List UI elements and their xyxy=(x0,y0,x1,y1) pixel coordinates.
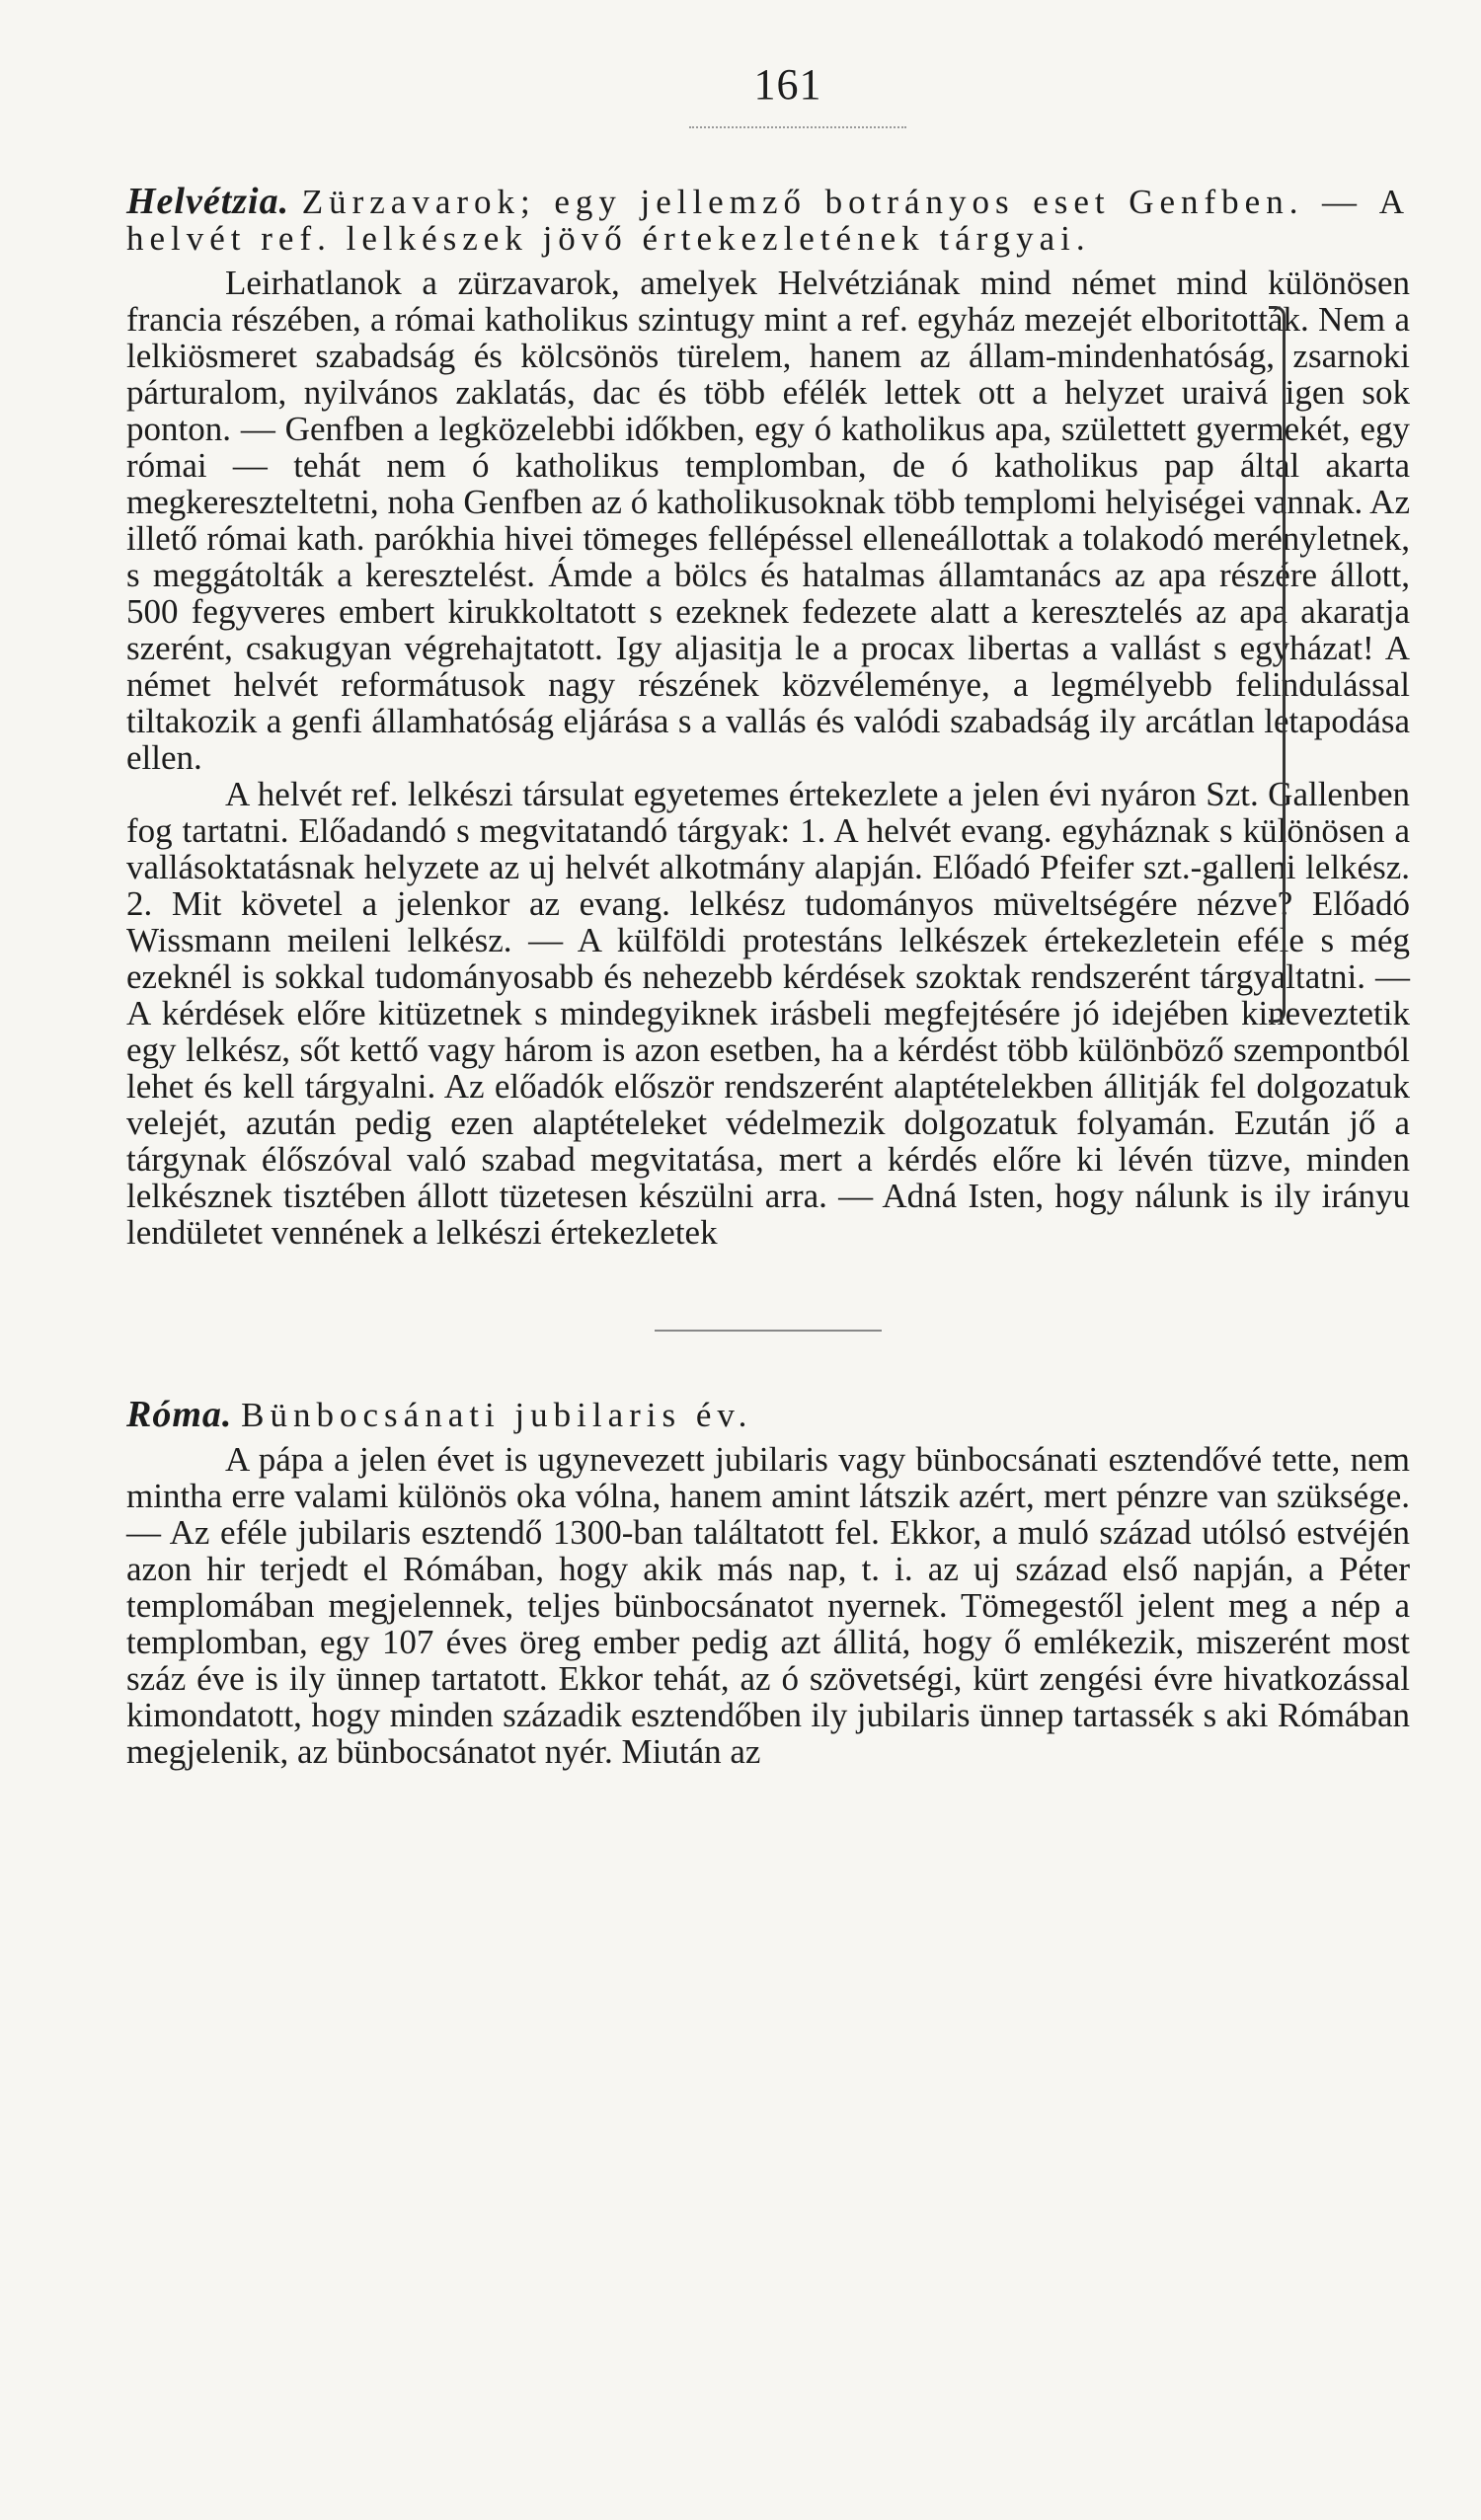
margin-bracket-mark xyxy=(1269,306,1286,1023)
section-roma xyxy=(126,1394,1410,1771)
paragraph: Leirhatlanok a zürzavarok, amelyek Helvétziának mind német mind különösen francia részében, a római katholikus szintugy mint a ref. egyház mezejét elboritották. Nem a lelkiösmeret szabadság és kölcsönös türelem, hanem az állam-mindenhatóság, zsarnoki párturalom, nyilvános zaklatás, dac és több efélék lettek ott a helyzet uraivá igen sok ponton. — Genfben a legközelebbi időkben, egy ó katholikus apa, születtett gyermekét, egy római — tehát nem ó katholikus templomban, de ó katholikus pap által akarta megkereszteltetni, noha Genfben az ó katholikusoknak több templomi helyiségei vannak. Az illető római kath. parókhia hivei tömeges fellépéssel elleneállottak a tolakodó merényletnek, s meggátolták a keresztelést. Ámde a bölcs és hatalmas államtanács az apa részére állott, 500 fegyveres embert kirukkoltatott s ezeknek fedezete alatt a keresztelés az apa akaratja szerént, csakugyan végrehajtatott. Igy aljasitja le a procax libertas a vallást s egyházat! A német helvét reformátusok nagy részének közvéleménye, a legmélyebb felindulással tiltakozik a genfi államhatóság eljárása s a vallás és valódi szabadság ily arcátlan letapodása ellen. xyxy=(126,264,1410,777)
section-helvetzia xyxy=(126,181,1411,1252)
paragraph: A pápa a jelen évet is ugynevezett jubilaris vagy bünbocsánati esztendővé tette, nem mintha erre valami különös oka vólna, hanem amint látszik azért, mert pénzre van szüksége. — Az eféle jubilaris esztendő 1300-ban találtatott fel. Ekkor, a muló század utólsó estvéjén azon hir terjedt el Rómában, hogy akik más nap, t. i. az uj század első napján, a Péter templomában megjelennek, teljes bünbocsánatot nyernek. Tömegestől jelent meg a nép a templomban, egy 107 éves öreg ember pedig azt állitá, hogy ő emlékezik, miszerént most száz éve is ily ünnep tartatott. Ekkor tehát, az ó szövetségi, kürt zengési évre hivatkozással kimondatott, hogy minden századik esztendőben ily jubilaris ünnep tartassék s aki Rómában megjelenik, az bünbocsánatot nyér. Miután az xyxy=(126,1440,1410,1771)
section-place: Helvétzia. xyxy=(126,181,290,222)
section-headline xyxy=(126,1394,1410,1435)
section-subject: Bünbocsánati jubilaris év. xyxy=(241,1396,753,1434)
section-place: Róma. xyxy=(126,1394,233,1435)
page-number: 161 xyxy=(753,60,822,109)
section-divider xyxy=(655,1330,882,1332)
section-subject: Zürzavarok; egy jellemző botrányos eset Genfben. — A helvét ref. lelkészek jövő értekezletének tárgyai. xyxy=(126,183,1411,258)
decorative-rule xyxy=(689,126,906,128)
section-headline xyxy=(126,181,1411,258)
document-page xyxy=(126,59,1410,2487)
paragraph: A helvét ref. lelkészi társulat egyetemes értekezlete a jelen évi nyáron Szt. Gallenben fog tartatni. Előadandó s megvitatandó tárgyak: 1. A helvét evang. egyháznak s különösen a vallásoktatásnak helyzete az uj helvét alkotmány alapján. Előadó Pfeifer szt.-galleni lelkész. 2. Mit követel a jelenkor az evang. lelkész tudományos müveltségére nézve? Előadó Wissmann meileni lelkész. — A külföldi protestáns lelkészek értekezletein eféle s még ezeknél is sokkal tudományosabb és nehezebb kérdések szoktak rendszerént tárgyaltatni. — A kérdések előre kitüzetnek s mindegyiknek irásbeli megfejtésére jó idejében kineveztetik egy lelkész, sőt kettő vagy három is azon esetben, ha a kérdést több különböző szempontból lehet és kell tárgyalni. Az előadók először rendszerént alaptételekben állitják fel dolgozatuk velejét, azután pedig ezen alaptételeket védelmezik dolgozatuk folyamán. Ezután jő a tárgynak élőszóval való szabad megvitatása, mert a kérdés előre ki lévén tüzve, minden lelkésznek tisztében állott tüzetesen készülni arra. — Adná Isten, hogy nálunk is ily irányu lendületet vennének a lelkészi értekezletek xyxy=(126,775,1410,1252)
